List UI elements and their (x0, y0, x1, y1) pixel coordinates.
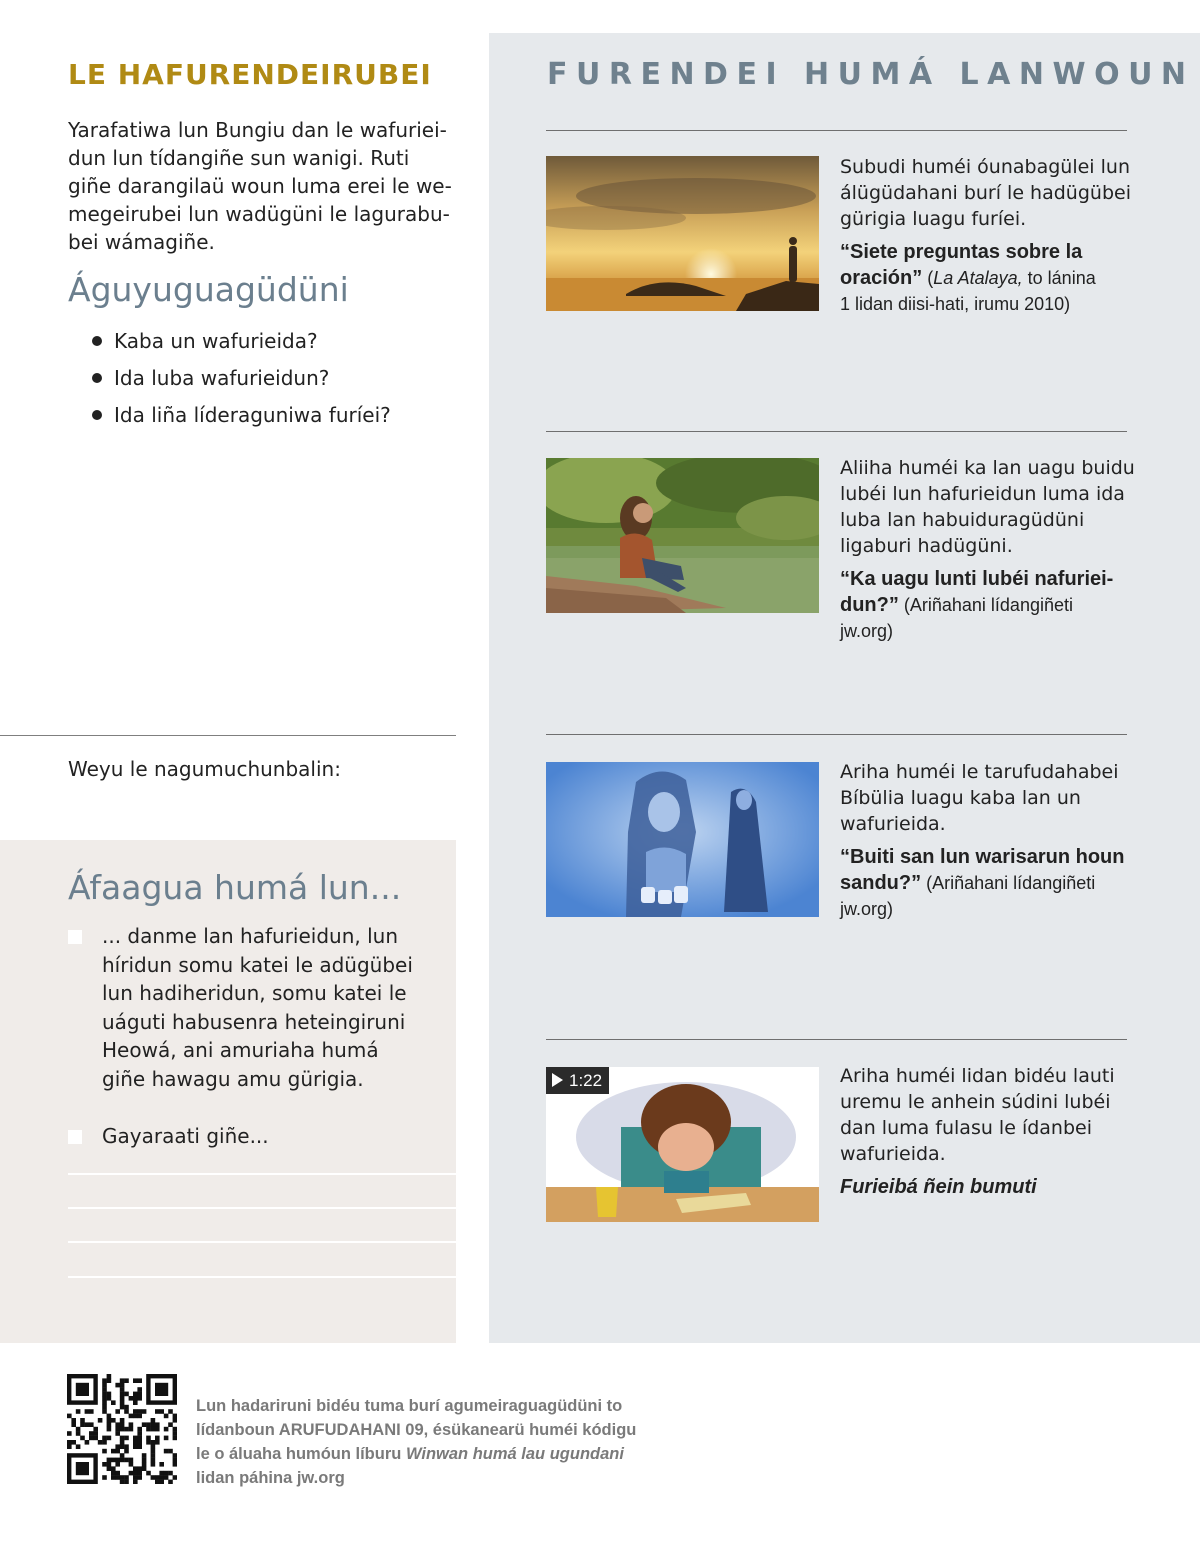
intro-line: Yarafatiwa lun Bungiu dan le wafuriei- (68, 118, 447, 142)
writing-line[interactable] (68, 1276, 456, 1278)
resource-desc: álügüdahani burí le hadügübei (840, 182, 1131, 204)
reference-publication: La Atalaya, (933, 268, 1023, 288)
resource-desc: Ariha huméi lidan bidéu lauti (840, 1065, 1115, 1087)
reference-detail: (Ariñahani lídangiñeti (921, 873, 1096, 893)
video-thumbnail[interactable] (546, 1067, 819, 1222)
writing-line[interactable] (68, 1173, 456, 1175)
resource-desc: Ariha huméi le tarufudahabei (840, 761, 1119, 783)
resource-desc: wafurieida. (840, 1143, 946, 1165)
goal-line: uáguti habusenra heteingiruni (102, 1009, 406, 1034)
reference-title: “Siete preguntas sobre la (840, 241, 1083, 263)
bullet-icon (92, 410, 102, 420)
video-duration: 1:22 (569, 1071, 603, 1090)
resource-desc: wafurieida. (840, 813, 946, 835)
lesson-title: LE HAFURENDEIRUBEI (68, 58, 432, 91)
footer-note (196, 1394, 636, 1490)
intro-line: megeirubei lun wadügüni le lagurabu- (68, 202, 450, 226)
goal-line: giñe hawagu amu gürigia. (102, 1066, 364, 1091)
woman-by-water-image[interactable] (546, 458, 819, 613)
questions-heading: Águyuguagüdüni (68, 270, 349, 309)
questions-list (92, 327, 391, 438)
resource-desc: ligaburi hadügüni. (840, 535, 1013, 557)
reference-detail: to lánina (1022, 268, 1096, 288)
goal-line: ... danme lan hafurieidun, lun (102, 924, 399, 948)
resource-desc: gürigia luagu furíei. (840, 208, 1027, 230)
resource-reference[interactable] (840, 844, 1140, 922)
footer-line: lídanboun ARUFUDAHANI 09, ésükanearü huméi kódigu (196, 1421, 637, 1439)
question-item (92, 327, 391, 364)
question-item (92, 401, 391, 438)
question-text: Ida liña líderaguniwa furíei? (114, 403, 391, 427)
checkbox-icon[interactable] (68, 930, 82, 944)
resource-divider (546, 431, 1127, 432)
resource-divider (546, 130, 1127, 131)
writing-line[interactable] (68, 1241, 456, 1243)
sunset-image[interactable] (546, 156, 819, 311)
resource-reference[interactable] (840, 1174, 1140, 1200)
praying-woman-image[interactable] (546, 762, 819, 917)
more-panel (489, 33, 1200, 1343)
reference-title: Furieibá ñein bumuti (840, 1176, 1037, 1198)
footer-line: Lun hadariruni bidéu tuma burí agumeiraguagüdüni to (196, 1397, 623, 1415)
bullet-icon (92, 373, 102, 383)
reference-detail: (Ariñahani lídangiñeti (898, 595, 1073, 615)
reference-detail: jw.org) (840, 899, 894, 919)
reference-title: sandu?” (840, 872, 922, 894)
resource-desc: Aliiha huméi ka lan uagu buidu (840, 457, 1135, 479)
intro-line: bei wámagiñe. (68, 230, 215, 254)
resource-desc: lubéi lun hafurieidun luma ida (840, 483, 1125, 505)
notes-label: Weyu le nagumuchunbalin: (68, 757, 341, 781)
lesson-intro (68, 116, 458, 256)
checkbox-icon[interactable] (68, 1130, 82, 1144)
goal-line: Gayaraati giñe... (102, 1124, 269, 1148)
play-icon (552, 1073, 563, 1087)
resource-desc: dan luma fulasu le ídanbei (840, 1117, 1092, 1139)
reference-detail: jw.org) (840, 621, 894, 641)
resource-desc: Subudi huméi óunabagülei lun (840, 156, 1130, 178)
question-item (92, 364, 391, 401)
section-divider (0, 735, 456, 736)
goals-box (0, 840, 456, 1343)
reference-detail: 1 lidan diisi-hati, irumu 2010) (840, 294, 1071, 314)
goals-heading: Áfaagua humá lun... (68, 868, 402, 907)
goal-line: lun hadiheridun, somu katei le (102, 981, 407, 1005)
question-text: Ida luba wafurieidun? (114, 366, 330, 390)
resource-divider (546, 734, 1127, 735)
intro-line: dun lun tídangiñe sun wanigi. Ruti (68, 146, 410, 170)
resource-reference[interactable] (840, 239, 1140, 317)
resource-divider (546, 1039, 1127, 1040)
reference-title: “Buiti san lun warisarun houn (840, 846, 1125, 868)
reference-title: oración” (840, 267, 923, 289)
lesson-column (0, 0, 456, 1343)
resource-reference[interactable] (840, 566, 1140, 644)
qr-code-icon[interactable] (67, 1374, 177, 1484)
resource-desc: Bíbülia luagu kaba lan un (840, 787, 1081, 809)
reference-title: dun?” (840, 594, 899, 616)
resource-item (840, 455, 1140, 644)
goal-line: híridun somu katei le adügübei (102, 952, 413, 977)
resource-item (840, 1063, 1140, 1200)
writing-line[interactable] (68, 1207, 456, 1209)
bullet-icon (92, 336, 102, 346)
resource-item (840, 154, 1140, 317)
goal-line: Heowá, ani amuriaha humá (102, 1038, 379, 1062)
goal-text (102, 922, 432, 1093)
question-text: Kaba un wafurieida? (114, 329, 318, 353)
resource-item (840, 759, 1140, 922)
intro-line: giñe darangilaü woun luma erei le we- (68, 174, 452, 198)
reference-title: “Ka uagu lunti lubéi nafuriei- (840, 568, 1114, 590)
goal-text (102, 1122, 432, 1151)
footer-line: lidan páhina jw.org (196, 1469, 345, 1487)
video-duration-badge (546, 1067, 609, 1094)
book-title: Winwan humá lau ugundani (405, 1445, 624, 1463)
resource-desc: uremu le anhein súdini lubéi (840, 1091, 1111, 1113)
resource-desc: luba lan habuiduragüdüni (840, 509, 1085, 531)
reference-punct: ( (922, 268, 934, 288)
more-title: FURENDEI HUMÁ LANWOUN (547, 57, 1195, 92)
footer-line: le o áluaha humóun líburu (196, 1445, 406, 1463)
